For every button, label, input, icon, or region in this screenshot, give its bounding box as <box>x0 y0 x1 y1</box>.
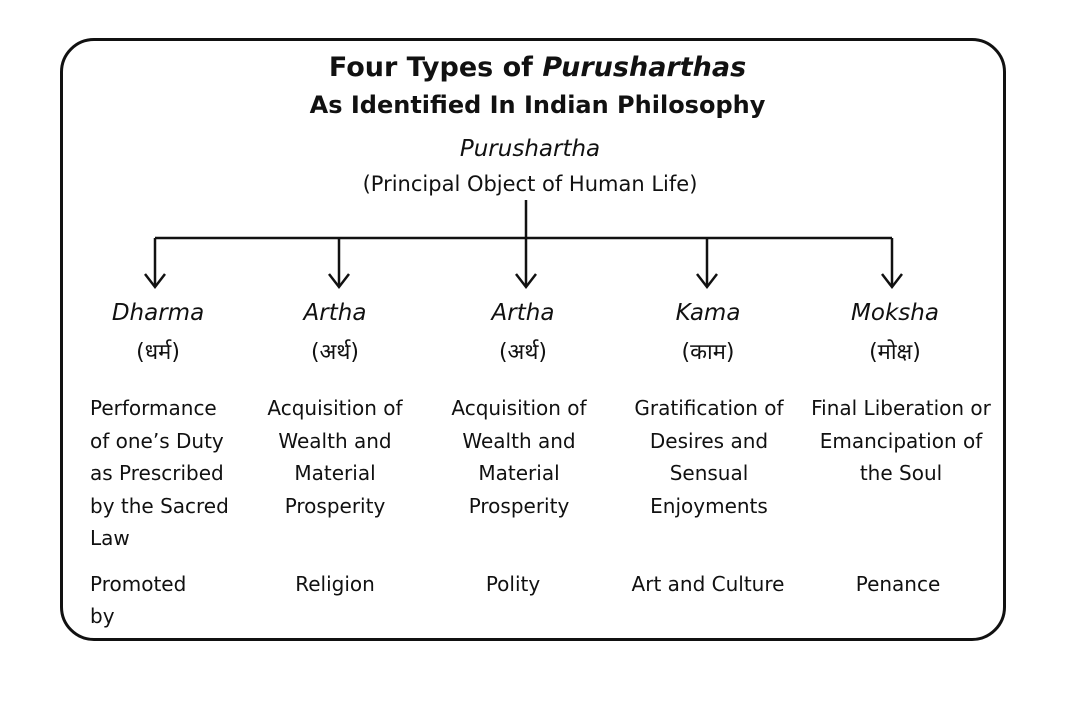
diagram-subtitle: As Identified In Indian Philosophy <box>309 91 766 119</box>
branch-artha-1 <box>240 300 430 376</box>
branch-description-dharma: Performance of one’s Duty as Prescribed by the Sacred Law <box>90 396 229 550</box>
promoted-by-label: Promoted by <box>90 572 187 628</box>
branch-description-kama: Gratification of Desires and Sensual Enjoyments <box>634 396 784 518</box>
branch-devanagari: (धर्म) <box>136 340 180 365</box>
promoted-by-artha-1: Polity <box>485 572 541 596</box>
title-emphasis: Purusharthas <box>542 52 747 83</box>
branch-kama <box>613 300 803 376</box>
branch-moksha <box>800 300 990 376</box>
branch-devanagari: (काम) <box>681 340 735 365</box>
branch-name: Artha <box>303 300 367 326</box>
branch-name: Kama <box>675 300 741 326</box>
promoted-by-kama: Penance <box>855 572 941 596</box>
branch-artha-2 <box>428 300 618 376</box>
title-prefix: Four Types of <box>328 52 543 83</box>
promoted-by-artha-2: Art and Culture <box>631 572 785 596</box>
branch-description-moksha: Final Liberation or Emancipation of the Soul <box>811 396 991 485</box>
branch-name: Moksha <box>851 300 939 326</box>
branch-devanagari: (अर्थ) <box>498 340 548 365</box>
branch-devanagari: (अर्थ) <box>310 340 360 365</box>
root-node-name: Purushartha <box>459 136 601 162</box>
branch-name: Artha <box>491 300 555 326</box>
branch-devanagari: (मोक्ष) <box>869 340 921 365</box>
branch-description-artha-1: Acquisition of Wealth and Material Prosperity <box>267 396 403 518</box>
branch-name: Dharma <box>111 300 205 326</box>
branch-description-artha-2: Acquisition of Wealth and Material Prosperity <box>451 396 587 518</box>
root-node-description: (Principal Object of Human Life) <box>362 172 698 196</box>
branch-dharma <box>63 300 253 376</box>
promoted-by-dharma: Religion <box>295 572 375 596</box>
